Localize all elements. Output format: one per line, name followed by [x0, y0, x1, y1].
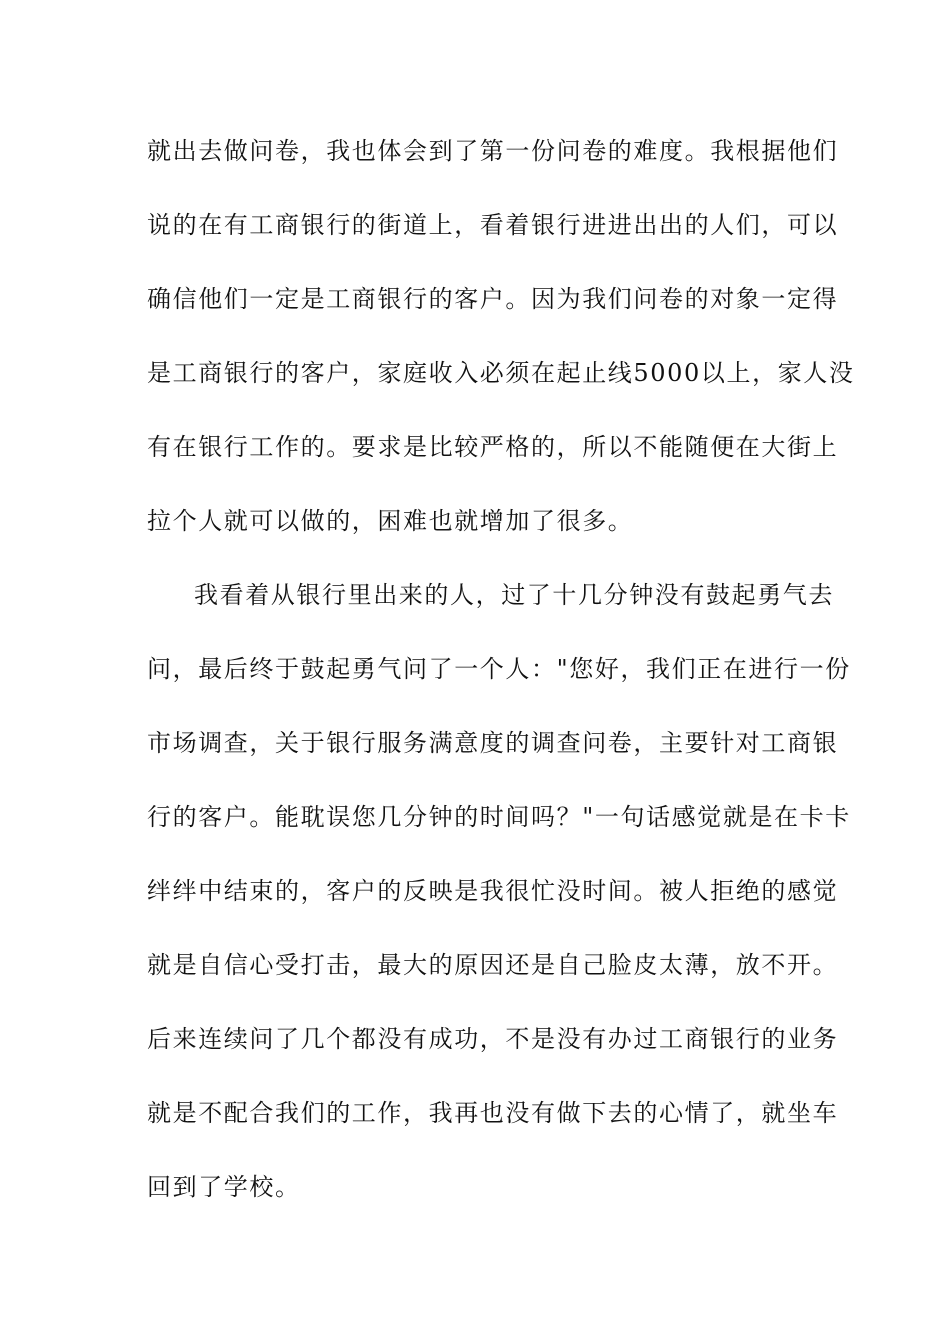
text-line: 确信他们一定是工商银行的客户。因为我们问卷的对象一定得 — [147, 285, 839, 313]
text-line: 就出去做问卷，我也体会到了第一份问卷的难度。我根据他们 — [147, 137, 839, 165]
text-line: 说的在有工商银行的街道上，看着银行进进出出的人们，可以 — [147, 211, 839, 239]
text-line: 回到了学校。 — [147, 1173, 301, 1201]
text-line: 问，最后终于鼓起勇气问了一个人："您好，我们正在进行一份 — [147, 655, 851, 683]
text-line: 市场调查，关于银行服务满意度的调查问卷，主要针对工商银 — [147, 729, 839, 757]
text-line: 就是不配合我们的工作，我再也没有做下去的心情了，就坐车 — [147, 1099, 839, 1127]
text-line: 行的客户。能耽误您几分钟的时间吗？"一句话感觉就是在卡卡 — [147, 803, 851, 831]
body-text — [147, 134, 855, 1244]
paragraph-start-line: 我看着从银行里出来的人，过了十几分钟没有鼓起勇气去 — [194, 581, 834, 609]
text-line: 就是自信心受打击，最大的原因还是自己脸皮太薄，放不开。 — [147, 951, 839, 979]
text-line: 是工商银行的客户，家庭收入必须在起止线5000以上，家人没 — [147, 359, 855, 387]
text-line: 绊绊中结束的，客户的反映是我很忙没时间。被人拒绝的感觉 — [147, 877, 839, 905]
text-line: 后来连续问了几个都没有成功，不是没有办过工商银行的业务 — [147, 1025, 839, 1053]
text-line: 有在银行工作的。要求是比较严格的，所以不能随便在大街上 — [147, 433, 839, 461]
text-line: 拉个人就可以做的，困难也就增加了很多。 — [147, 507, 634, 535]
